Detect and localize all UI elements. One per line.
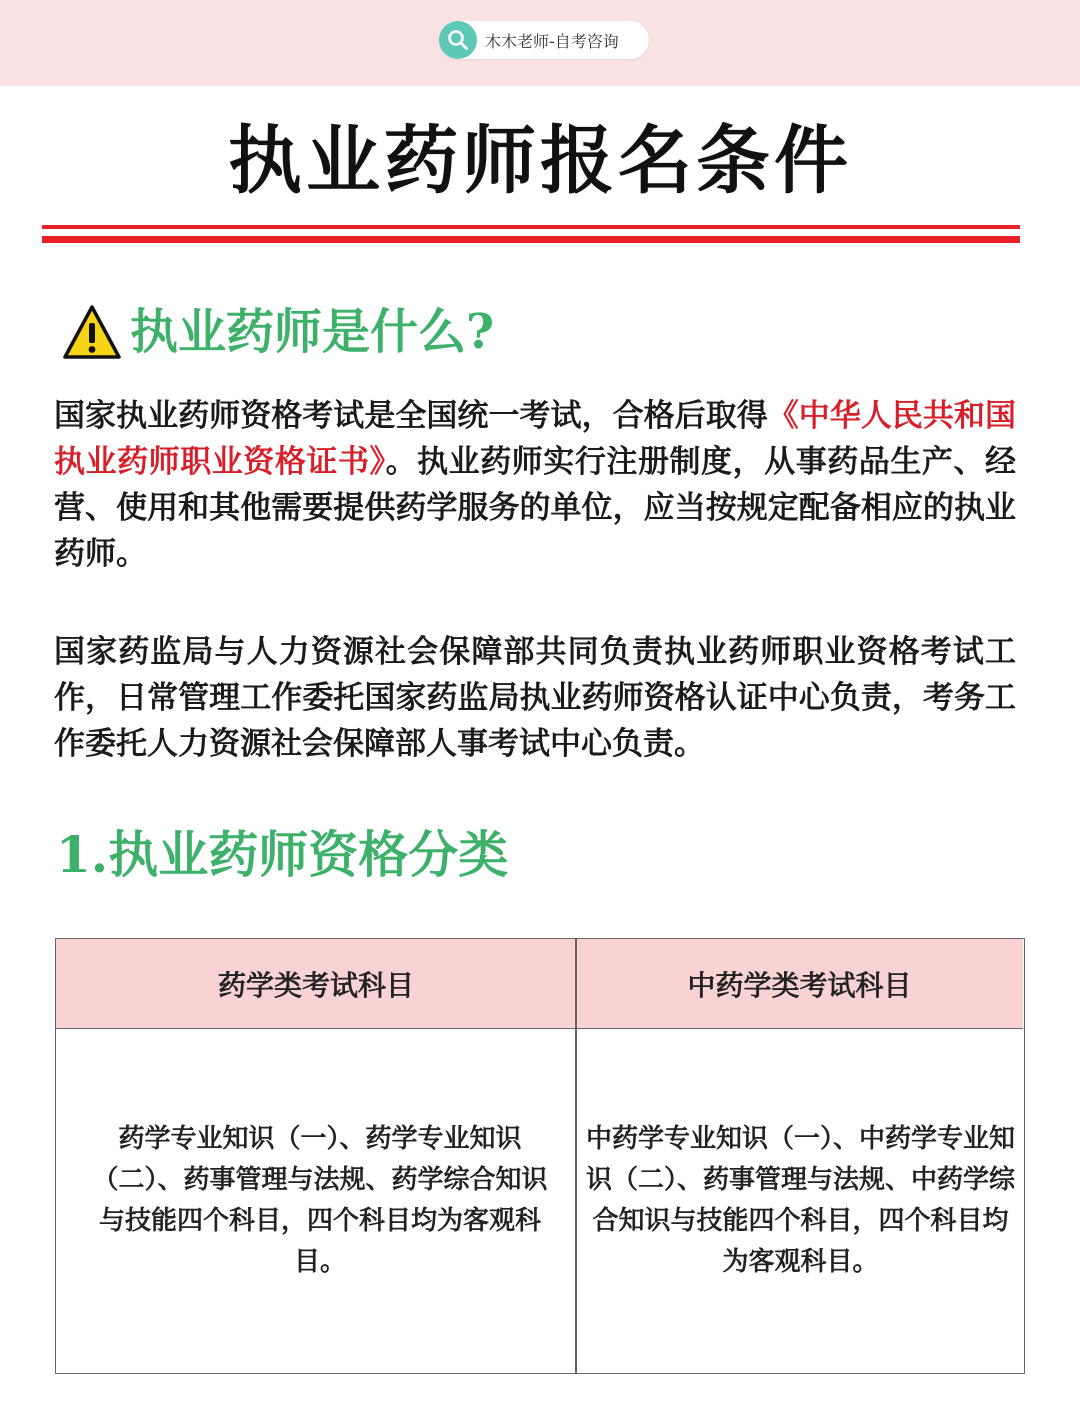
subjects-table bbox=[55, 938, 1025, 1374]
intro-text-before: 国家执业药师资格考试是全国统一考试，合格后取得 bbox=[54, 398, 768, 434]
section-heading-classification: 1.执业药师资格分类 bbox=[56, 825, 509, 884]
title-divider-thin bbox=[42, 225, 1020, 229]
responsibility-paragraph: 国家药监局与人力资源社会保障部共同负责执业药师职业资格考试工作，日常管理工作委托国家药监局执业药师资格认证中心负责，考务工作委托人力资源社会保障部人事考试中心负责。 bbox=[54, 634, 1016, 762]
table-cell-pharmacy bbox=[56, 1029, 576, 1373]
certificate-name: 《中华人民共和国执业药师职业资格证书》 bbox=[54, 398, 1016, 480]
table-header-pharmacy: 药学类考试科目 bbox=[56, 939, 576, 1029]
table-cell-tcm-text: 中药学专业知识（一）、中药学专业知识（二）、药事管理与法规、中药学综合知识与技能四个科目，四个科目均为客观科目。 bbox=[586, 1124, 1016, 1277]
search-label: 木木老师-自考咨询 bbox=[485, 31, 619, 51]
title-divider-thick bbox=[42, 236, 1020, 243]
warning-icon bbox=[62, 304, 122, 360]
search-bar[interactable] bbox=[439, 21, 649, 59]
section-what-is bbox=[62, 302, 494, 362]
intro-paragraph bbox=[54, 393, 1016, 577]
table-cell-tcm bbox=[576, 1029, 1023, 1373]
page-title: 执业药师报名条件 bbox=[228, 118, 852, 204]
section-heading-what-is: 执业药师是什么? bbox=[130, 304, 495, 360]
table-cell-pharmacy-text: 药学专业知识（一）、药学专业知识（二）、药事管理与法规、药学综合知识与技能四个科目，四个科目均为客观科目。 bbox=[92, 1124, 548, 1277]
intro-text-after: 。执业药师实行注册制度，从事药品生产、经营、使用和其他需要提供药学服务的单位，应当按规定配备相应的执业药师。 bbox=[54, 444, 1017, 572]
table-header-tcm: 中药学类考试科目 bbox=[576, 939, 1023, 1029]
search-icon[interactable] bbox=[439, 21, 477, 59]
